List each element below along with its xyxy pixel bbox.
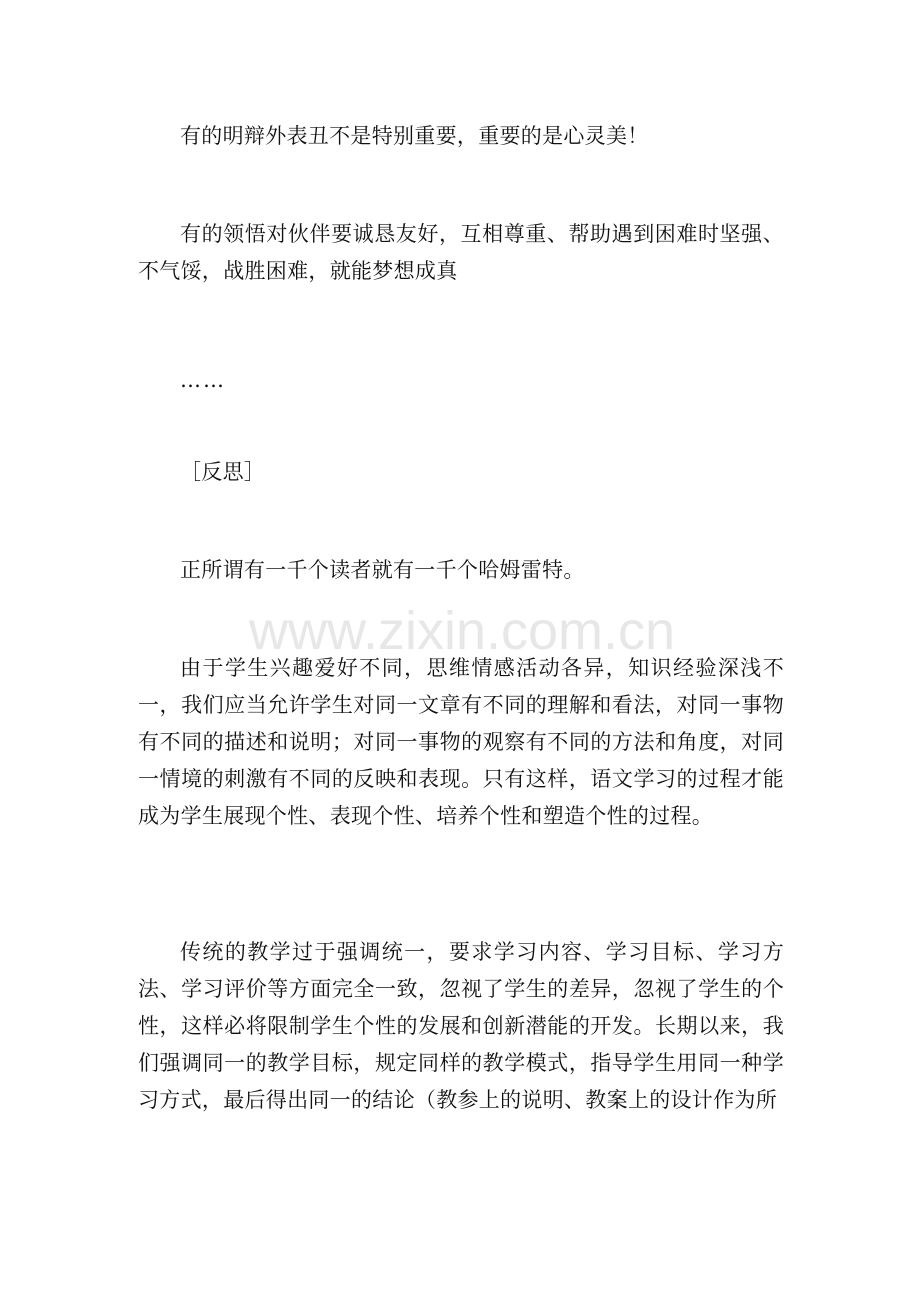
- paragraph-individual-differences: 由于学生兴趣爱好不同，思维情感活动各异，知识经验深浅不一，我们应当允许学生对同一文章有不同的理解和看法，对同一事物有不同的描述和说明；对同一事物的观察有不同的方法和角度，对同一情境的刺激有不同的反映和表现。只有这样，语文学习的过程才能成为学生展现个性、表现个性、培养个性和塑造个性的过程。: [138, 656, 784, 828]
- section-heading-reflection: ［反思］: [180, 460, 266, 484]
- paragraph-appearance: 有的明辩外表丑不是特别重要，重要的是心灵美！: [180, 124, 649, 148]
- paragraph-friendship: 有的领悟对伙伴要诚恳友好，互相尊重、帮助遇到困难时坚强、不气馁，战胜困难，就能梦想成真: [138, 222, 784, 283]
- paragraph-traditional-teaching: 传统的教学过于强调统一，要求学习内容、学习目标、学习方法、学习评价等方面完全一致，忽视了学生的差异，忽视了学生的个性，这样必将限制学生个性的发展和创新潜能的开发。长期以来，我们强调同一的教学目标，规定同样的教学模式，指导学生用同一种学习方式，最后得出同一的结论（教参上的说明、教案上的设计作为所: [138, 940, 784, 1112]
- watermark: www.zixin.com.cn: [248, 601, 676, 661]
- paragraph-ellipsis: ……: [180, 368, 226, 392]
- paragraph-hamlet: 正所谓有一千个读者就有一千个哈姆雷特。: [180, 558, 585, 582]
